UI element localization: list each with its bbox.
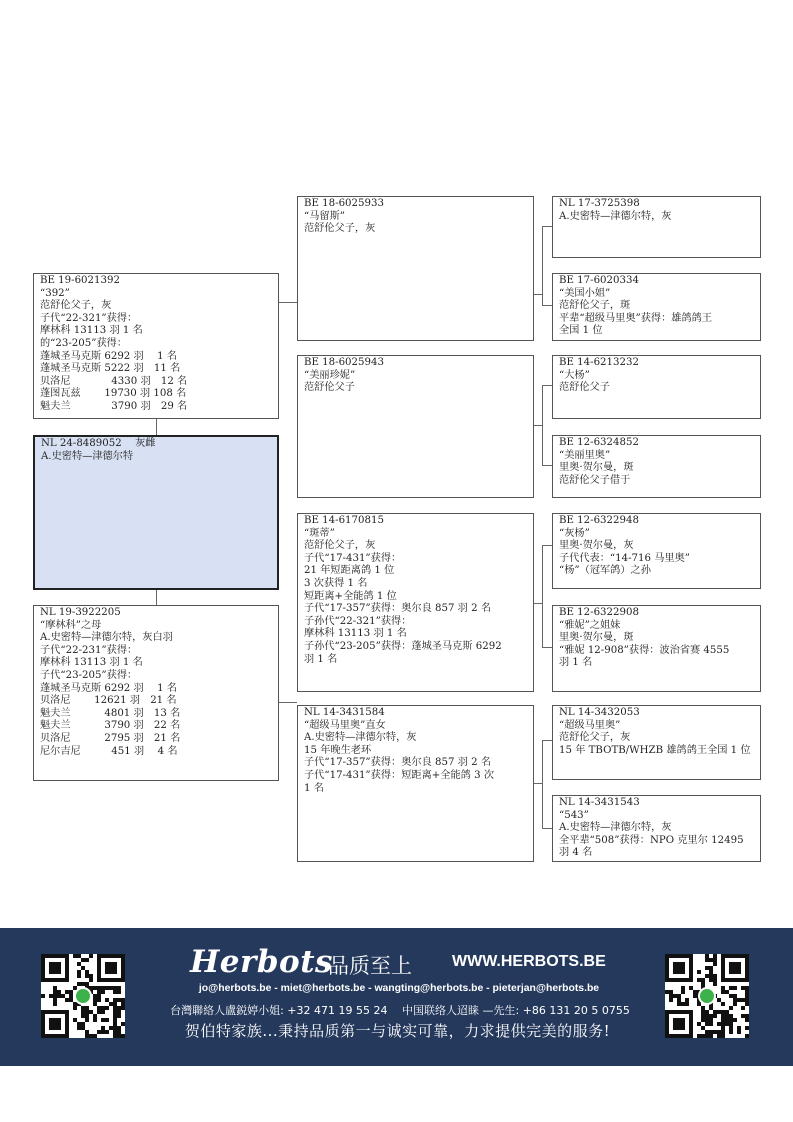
herbots-logo: Herbots [190, 944, 333, 980]
sire-sire-box [297, 196, 534, 341]
connector [542, 740, 543, 828]
pedigree-line: 子代“17-431”获得：短距离+全能鸽 3 次 [304, 769, 495, 781]
connector [542, 740, 552, 741]
sds-box [552, 355, 761, 419]
ring-number: NL 24-8489052 灰雌 [41, 438, 156, 449]
pedigree-line: 范舒伦父子，灰 [40, 300, 112, 312]
pedigree-line: 子代“22-321”获得： [40, 312, 138, 324]
dss-box [552, 513, 761, 589]
pedigree-line: 羽 1 名 [559, 657, 593, 669]
dsd-box [552, 605, 761, 692]
pedigree-line: 贝洛尼 4330 羽 12 名 [40, 375, 188, 387]
pedigree-line: 里奥·贺尔曼，灰 [559, 540, 634, 552]
pedigree-line: “392” [40, 287, 70, 299]
connector [542, 647, 552, 648]
pedigree-line: 贝洛尼 2795 羽 21 名 [40, 732, 181, 744]
pedigree-line: “美丽珍妮” [304, 369, 356, 381]
connector [542, 226, 552, 227]
pedigree-line: 子代“23-205”获得： [40, 669, 138, 681]
pedigree-line: A.史密特—津德尔特 [41, 450, 134, 462]
brand-row [180, 944, 620, 980]
pedigree-line: 范舒伦父子，斑 [559, 300, 631, 312]
ring-number: NL 14-3431543 [559, 797, 640, 808]
pedigree-line: A.史密特—津德尔特，灰白羽 [40, 632, 173, 644]
pedigree-line: 里奥·贺尔曼，斑 [559, 462, 634, 474]
qr-code-icon [665, 954, 749, 1038]
pedigree-line: A.史密特—津德尔特，灰 [559, 210, 672, 222]
pedigree-line: 里奥·贺尔曼，斑 [559, 632, 634, 644]
pedigree-line: 短距离+全能鸽 1 位 [304, 590, 397, 602]
qr-code-left[interactable] [41, 954, 125, 1038]
connector [533, 783, 542, 784]
connector [533, 294, 542, 295]
pedigree-line: “马留斯” [304, 210, 345, 222]
sss-box [552, 196, 761, 258]
pedigree-line: 3 次获得 1 名 [304, 577, 368, 589]
ring-number: NL 14-3432053 [559, 707, 640, 718]
pedigree-line: 魁夫兰 3790 羽 22 名 [40, 720, 181, 732]
pedigree-line: 范舒伦父子，灰 [304, 223, 376, 235]
pedigree-line: 子代“17-357”获得：奥尔良 857 羽 2 名 [304, 603, 492, 615]
pedigree-line: A.史密特—津德尔特，灰 [304, 732, 417, 744]
ring-number: NL 17-3725398 [559, 198, 640, 209]
pedigree-line: 蓬图瓦兹 19730 羽 108 名 [40, 388, 187, 400]
pedigree-line: “雅妮 12-908”获得：波治省赛 4555 [559, 644, 730, 656]
pedigree-line: “超级马里奥” [559, 719, 621, 731]
ring-number: BE 19-6021392 [40, 275, 120, 286]
pedigree-line: 21 年短距离鸽 1 位 [304, 565, 395, 577]
ssd-box [552, 273, 761, 341]
pedigree-line: 子代“22-231”获得： [40, 644, 138, 656]
pedigree-line: “超级马里奥”直女 [304, 719, 386, 731]
pedigree-line: “杨”（冠军鸽）之孙 [559, 565, 651, 577]
pedigree-line: 蓬城圣马克斯 6292 羽 1 名 [40, 350, 178, 362]
connector [279, 702, 297, 703]
sdd-box [552, 435, 761, 498]
tagline: 贺伯特家族...秉持品质第一与诚实可靠，力求提供完美的服务! [184, 1022, 611, 1040]
connector [533, 425, 542, 426]
dam-dam-box [297, 705, 534, 862]
connector [156, 590, 157, 605]
pedigree-line: 范舒伦父子 [559, 382, 610, 394]
ring-number: BE 12-6322948 [559, 515, 639, 526]
footer-banner [0, 928, 793, 1066]
connector [542, 545, 543, 647]
pedigree-line: 子孙代“22-321”获得： [304, 615, 412, 627]
pedigree-line: 全平辈“508”获得：NPO 克里尔 12495 [559, 834, 744, 846]
pedigree-line: “斑蒂” [304, 527, 335, 539]
connector [542, 226, 543, 305]
pedigree-line: 子代“17-431”获得： [304, 552, 402, 564]
pedigree-line: 羽 1 名 [304, 653, 338, 665]
pedigree-line: 魁夫兰 4801 羽 13 名 [40, 707, 181, 719]
slogan: 品质至上 [328, 954, 412, 978]
pedigree-line: A.史密特—津德尔特，灰 [559, 822, 672, 834]
pedigree-line: 1 名 [304, 782, 324, 794]
pedigree-line: “美国小姐” [559, 287, 611, 299]
pedigree-line: 摩林科 13113 羽 1 名 [304, 628, 407, 640]
dam-sire-box [297, 513, 534, 692]
connector [156, 418, 157, 435]
dam-box [33, 605, 279, 781]
pedigree-line: 15 年晚生老环 [304, 744, 372, 756]
connector [542, 305, 552, 306]
pedigree-line: 平辈“超级马里奥”获得：雄鸽鸽王 [559, 312, 713, 324]
pedigree-line: 蓬城圣马克斯 6292 羽 1 名 [40, 682, 178, 694]
pedigree-line: 子代代表：“14-716 马里奥” [559, 552, 691, 564]
connector [533, 603, 542, 604]
ring-number: BE 14-6170815 [304, 515, 384, 526]
connector [279, 302, 297, 303]
email-addresses[interactable]: jo@herbots.be - miet@herbots.be - wangting@herbots.be - pieterjan@herbots.be [198, 983, 600, 994]
pedigree-line: 15 年 TBOTB/WHZB 雄鸽鸽王全国 1 位 [559, 744, 751, 756]
ring-number: BE 18-6025943 [304, 357, 384, 368]
pedigree-line: 全国 1 位 [559, 325, 603, 337]
ring-number: BE 18-6025933 [304, 198, 384, 209]
pedigree-line: 摩林科 13113 羽 1 名 [40, 325, 143, 337]
pedigree-line: 尼尔吉尼 451 羽 4 名 [40, 745, 178, 757]
sire-box [33, 273, 279, 419]
website-link[interactable]: WWW.HERBOTS.BE [452, 953, 606, 970]
ring-number: NL 14-3431584 [304, 707, 385, 718]
pedigree-line: 子孙代“23-205”获得：蓬城圣马克斯 6292 [304, 640, 502, 652]
ring-number: BE 12-6324852 [559, 437, 639, 448]
ring-number: BE 17-6020334 [559, 275, 639, 286]
qr-code-icon [41, 954, 125, 1038]
ring-number: NL 19-3922205 [40, 607, 121, 618]
pedigree-line: 范舒伦父子，灰 [559, 732, 631, 744]
pedigree-line: 范舒伦父子借于 [559, 474, 631, 486]
pedigree-line: 范舒伦父子，灰 [304, 540, 376, 552]
pedigree-line: 羽 4 名 [559, 847, 593, 859]
ring-number: BE 14-6213232 [559, 357, 639, 368]
pedigree-line: “大杨” [559, 369, 590, 381]
subject-box [33, 435, 279, 590]
connector [542, 385, 552, 386]
pedigree-line: 魁夫兰 3790 羽 29 名 [40, 400, 188, 412]
pedigree-line: “美丽里奥” [559, 449, 611, 461]
contact-phones: 台灣聯絡人盧鋭婷小姐: +32 471 19 55 24 中国联络人迢睐 —先生: +86 131 20 5 0755 [170, 1004, 630, 1017]
dds-box [552, 705, 761, 780]
pedigree-line: “摩林科”之母 [40, 619, 102, 631]
ddd-box [552, 795, 761, 862]
pedigree-line: 摩林科 13113 羽 1 名 [40, 657, 143, 669]
pedigree-line: 蓬城圣马克斯 5222 羽 11 名 [40, 363, 181, 375]
pedigree-line: 范舒伦父子 [304, 382, 355, 394]
pedigree-line: 子代“17-357”获得：奥尔良 857 羽 2 名 [304, 757, 492, 769]
pedigree-line: “灰杨” [559, 527, 590, 539]
qr-code-right[interactable] [665, 954, 749, 1038]
sire-dam-box [297, 355, 534, 498]
pedigree-line: “雅妮”之姐妹 [559, 619, 621, 631]
connector [542, 385, 543, 465]
pedigree-line: “543” [559, 809, 589, 821]
connector [542, 465, 552, 466]
connector [542, 828, 552, 829]
pedigree-line: 贝洛尼 12621 羽 21 名 [40, 695, 177, 707]
ring-number: BE 12-6322908 [559, 607, 639, 618]
pedigree-line: 的“23-205”获得： [40, 337, 128, 349]
connector [542, 545, 552, 546]
